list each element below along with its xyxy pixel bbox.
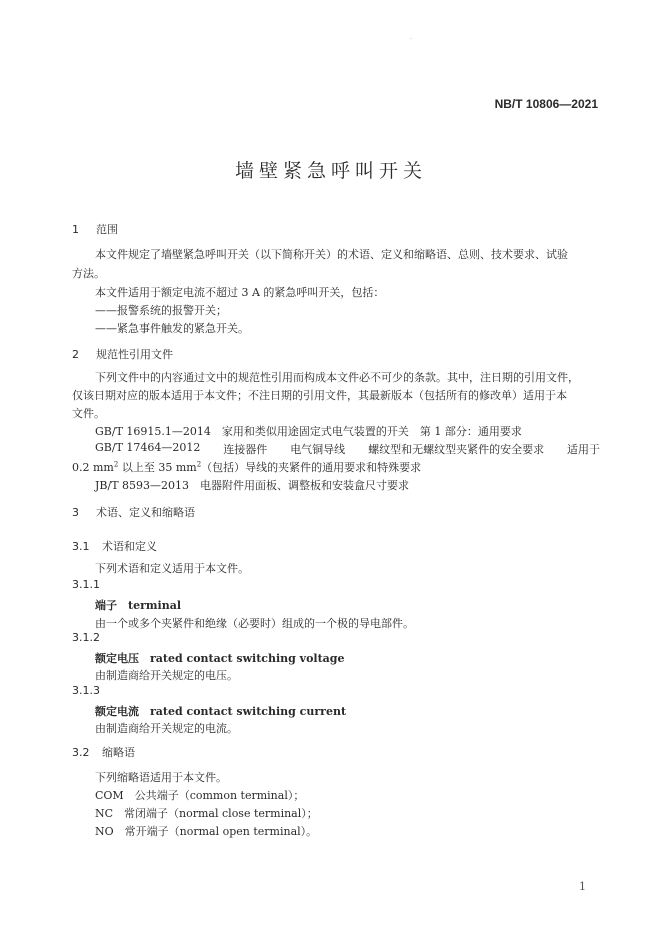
subsection-title: 术语和定义 (102, 540, 157, 553)
reference-item: JB/T 8593—2013 电器附件用面板、调整板和安装盒尺寸要求 (95, 479, 410, 492)
superscript: 2 (113, 460, 119, 469)
term-en: rated contact switching voltage (150, 652, 345, 665)
ref-text: （包括）导线的夹紧件的通用要求和特殊要求 (201, 461, 422, 474)
ref-part: 螺纹型和无螺纹型夹紧件的安全要求 (368, 443, 545, 456)
term-entry (95, 703, 346, 719)
superscript: 2 (196, 460, 202, 469)
ref-text: 0.2 mm (72, 461, 114, 474)
document-title: 墙壁紧急呼叫开关 (234, 160, 427, 182)
term-number: 3.1.2 (72, 631, 100, 644)
section-title: 范围 (96, 223, 118, 236)
term-zh: 端子 (95, 599, 117, 612)
subsection-number: 3.1 (72, 540, 90, 553)
ref-part: GB/T 17464—2012 (95, 441, 201, 454)
abbreviation-item: NC 常闭端子（normal close terminal）； (95, 807, 318, 820)
term-entry (95, 597, 181, 613)
term-zh: 额定电流 (95, 705, 139, 718)
section-2-heading (72, 346, 173, 362)
paragraph: 本文件规定了墙壁紧急呼叫开关（以下简称开关）的术语、定义和缩略语、总则、技术要求、试验 (95, 248, 568, 261)
reference-item (95, 441, 600, 457)
term-number: 3.1.3 (72, 684, 100, 697)
term-entry (95, 650, 345, 666)
term-definition: 由制造商给开关规定的电流。 (95, 722, 238, 735)
page-number: 1 (579, 880, 586, 893)
section-number: 3 (72, 506, 79, 519)
reference-item-cont (72, 459, 421, 475)
abbreviation-item: NO 常开端子（normal open terminal）。 (95, 825, 318, 838)
ref-part: 适用于 (566, 443, 600, 456)
subsection-title: 缩略语 (102, 746, 135, 759)
section-number: 1 (72, 223, 79, 236)
reference-item: GB/T 16915.1—2014 家用和类似用途固定式电气装置的开关 第 1 部分：通用要求 (95, 425, 522, 438)
abbreviation-item: COM 公共端子（common terminal）； (95, 789, 305, 802)
subsection-3-1-heading (72, 538, 157, 554)
ref-text: 以上至 35 mm (118, 461, 197, 474)
section-title: 规范性引用文件 (96, 348, 173, 361)
section-1-heading (72, 221, 118, 237)
paragraph: 本文件适用于额定电流不超过 3 A 的紧急呼叫开关，包括： (95, 286, 385, 299)
standard-number: NB/T 10806—2021 (494, 97, 598, 111)
speck-mark: · (410, 36, 412, 43)
paragraph-cont: 文件。 (72, 407, 105, 420)
subsection-number: 3.2 (72, 746, 90, 759)
list-item: ——紧急事件触发的紧急开关。 (95, 322, 249, 335)
paragraph-cont: 仅该日期对应的版本适用于本文件；不注日期的引用文件，其最新版本（包括所有的修改单）适用于本 (72, 389, 567, 402)
term-definition: 由一个或多个夹紧件和绝缘（必要时）组成的一个极的导电部件。 (95, 617, 414, 630)
term-en: rated contact switching current (150, 705, 347, 718)
list-item: ——报警系统的报警开关； (95, 304, 227, 317)
paragraph: 下列缩略语适用于本文件。 (95, 771, 227, 784)
ref-part: 电气铜导线 (290, 443, 346, 456)
paragraph-cont: 方法。 (72, 267, 105, 280)
section-3-heading (72, 504, 195, 520)
term-zh: 额定电压 (95, 652, 139, 665)
subsection-3-2-heading (72, 744, 135, 760)
term-number: 3.1.1 (72, 578, 100, 591)
paragraph: 下列文件中的内容通过文中的规范性引用而构成本文件必不可少的条款。其中，注日期的引用文件， (95, 371, 579, 384)
section-title: 术语、定义和缩略语 (96, 506, 195, 519)
term-en: terminal (128, 599, 181, 612)
term-definition: 由制造商给开关规定的电压。 (95, 669, 238, 682)
ref-part: 连接器件 (223, 443, 268, 456)
paragraph: 下列术语和定义适用于本文件。 (95, 562, 249, 575)
section-number: 2 (72, 348, 79, 361)
